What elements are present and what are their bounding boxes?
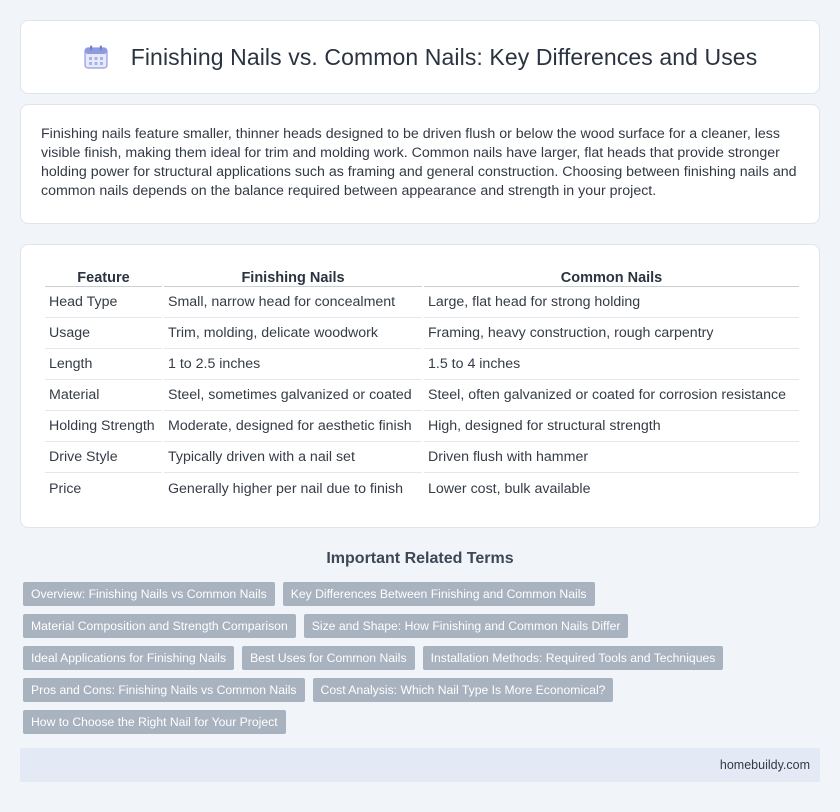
table-cell: Typically driven with a nail set [164, 442, 422, 473]
table-row [45, 287, 799, 318]
table-cell: Steel, often galvanized or coated for corrosion resistance [424, 380, 799, 411]
related-tag[interactable]: Installation Methods: Required Tools and Techniques [423, 646, 724, 670]
header-common-nails: Common Nails [424, 265, 799, 287]
comparison-card [20, 244, 820, 528]
tag-row [23, 710, 623, 734]
table-cell: Small, narrow head for concealment [164, 287, 422, 318]
table-row [45, 318, 799, 349]
table-cell: High, designed for structural strength [424, 411, 799, 442]
table-row [45, 473, 799, 504]
tag-row [23, 582, 623, 606]
table-cell: Drive Style [45, 442, 162, 473]
footer [20, 748, 820, 782]
table-row [45, 442, 799, 473]
tag-row [23, 646, 716, 670]
table-header-row [45, 265, 799, 287]
table-cell: Usage [45, 318, 162, 349]
header-feature: Feature [45, 265, 162, 287]
intro-paragraph: Finishing nails feature smaller, thinner heads designed to be driven flush or below the wood surface for a cleaner, less visible finish, making them ideal for trim and molding work. Common nails have larger, flat heads that provide stronger holding power for structural applications such as framing and general construction. Choosing between finishing nails and common nails depends on the balance required between appearance and strength in your project. [41, 126, 797, 199]
related-tag[interactable]: Cost Analysis: Which Nail Type Is More Economical? [313, 678, 614, 702]
related-tag[interactable]: Ideal Applications for Finishing Nails [23, 646, 234, 670]
footer-site-link[interactable]: homebuildy.com [719, 758, 810, 772]
title-card [20, 20, 820, 94]
page-title: Finishing Nails vs. Common Nails: Key Differences and Uses [130, 43, 758, 70]
table-cell: Trim, molding, delicate woodwork [164, 318, 422, 349]
tag-row [23, 614, 623, 638]
related-tags [23, 582, 716, 742]
header-finishing-nails: Finishing Nails [164, 265, 422, 287]
table-cell: Length [45, 349, 162, 380]
table-cell: Material [45, 380, 162, 411]
table-row [45, 411, 799, 442]
calendar-icon [83, 44, 109, 70]
table-row [45, 380, 799, 411]
related-tag[interactable]: Pros and Cons: Finishing Nails vs Common Nails [23, 678, 305, 702]
related-tag[interactable]: Size and Shape: How Finishing and Common Nails Differ [304, 614, 629, 638]
table-cell: Generally higher per nail due to finish [168, 480, 404, 497]
table-cell: Framing, heavy construction, rough carpentry [424, 318, 799, 349]
intro-card [20, 104, 820, 224]
table-cell: Large, flat head for strong holding [424, 287, 799, 318]
table-cell: 1.5 to 4 inches [424, 349, 799, 380]
related-tag[interactable]: Material Composition and Strength Comparison [23, 614, 296, 638]
table-cell: Steel, sometimes galvanized or coated [164, 380, 422, 411]
related-terms-title: Important Related Terms [326, 550, 514, 567]
table-cell: Price [49, 480, 82, 497]
comparison-table [43, 265, 801, 504]
related-tag[interactable]: Key Differences Between Finishing and Common Nails [283, 582, 595, 606]
table-row [45, 349, 799, 380]
table-cell: Driven flush with hammer [424, 442, 799, 473]
table-cell: Holding Strength [45, 411, 162, 442]
table-cell: Moderate, designed for aesthetic finish [164, 411, 422, 442]
related-tag[interactable]: Overview: Finishing Nails vs Common Nails [23, 582, 275, 606]
related-tag[interactable]: Best Uses for Common Nails [242, 646, 414, 670]
table-cell: 1 to 2.5 inches [164, 349, 422, 380]
table-cell: Head Type [45, 287, 162, 318]
tag-row [23, 678, 623, 702]
table-cell: Lower cost, bulk available [428, 480, 591, 497]
related-tag[interactable]: How to Choose the Right Nail for Your Project [23, 710, 286, 734]
